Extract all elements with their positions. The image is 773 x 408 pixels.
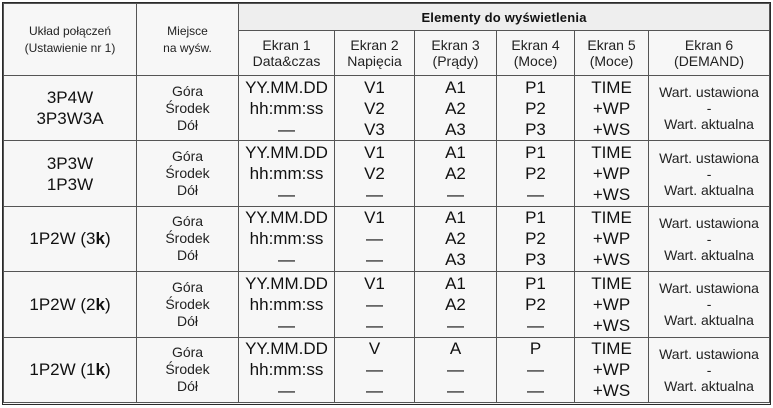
header-screen-3-line2: (Prądy) <box>432 53 479 69</box>
header-display-position <box>137 4 239 76</box>
screen-4-cell <box>497 141 575 206</box>
cell-middle: hh:mm:ss <box>249 360 324 380</box>
row-connection-label <box>4 141 137 206</box>
cell-middle: P2 <box>525 229 546 249</box>
cell-middle: +WP <box>592 98 631 118</box>
cell-top: A1 <box>445 273 466 293</box>
header-screen-6 <box>649 31 770 76</box>
cell-middle: — <box>366 229 383 249</box>
cell-middle: - <box>706 100 712 117</box>
position-bottom: Dół <box>176 378 198 395</box>
cell-middle: P2 <box>525 98 546 118</box>
cell-top: V <box>368 339 381 359</box>
cell-middle: V2 <box>364 164 385 184</box>
cell-bottom: Wart. aktualna <box>664 377 754 394</box>
header-screen-1-line1: Ekran 1 <box>262 37 311 53</box>
screen-2-cell <box>335 141 415 206</box>
row-label-prefix: 1P2W (1 <box>29 360 96 380</box>
cell-top: YY.MM.DD <box>245 273 328 293</box>
cell-top: V1 <box>364 143 385 163</box>
header-connection-system-line2: (Ustawienie nr 1) <box>24 40 116 55</box>
screen-3-cell <box>415 206 497 271</box>
cell-bottom: Wart. aktualna <box>664 312 754 329</box>
row-label-line1 <box>4 294 136 315</box>
position-bottom: Dół <box>176 312 198 329</box>
cell-top: V1 <box>364 208 385 228</box>
header-display-position-line1: Miejsce <box>167 23 208 38</box>
screen-6-cell <box>649 272 770 337</box>
header-screen-5-line2: (Moce) <box>589 53 634 69</box>
position-middle: Środek <box>165 295 210 312</box>
cell-bottom: — <box>447 381 464 401</box>
cell-top: Wart. ustawiona <box>659 280 759 297</box>
row-label-line1: 3P3W <box>46 153 94 173</box>
cell-middle: A2 <box>445 229 466 249</box>
header-connection-system <box>4 4 137 76</box>
row-connection-label <box>4 337 137 402</box>
row-label-suffix: ) <box>104 229 111 249</box>
cell-bottom: A3 <box>445 119 466 139</box>
screen-5-cell <box>575 206 649 271</box>
screen-5-cell <box>575 337 649 402</box>
row-label-line2: 3P3W3A <box>36 109 104 129</box>
row-label-prefix: 1P2W (3 <box>29 229 96 249</box>
header-screen-2-line1: Ekran 2 <box>350 37 399 53</box>
screen-1-cell <box>239 272 335 337</box>
cell-middle: +WP <box>592 360 631 380</box>
cell-top: Wart. ustawiona <box>659 149 759 166</box>
cell-bottom: — <box>366 185 383 205</box>
cell-bottom: Wart. aktualna <box>664 116 754 133</box>
cell-top: A1 <box>445 143 466 163</box>
display-elements-table-frame <box>2 2 771 405</box>
row-connection-label <box>4 272 137 337</box>
header-screen-4-line2: (Moce) <box>513 53 558 69</box>
row-label-line2: 1P3W <box>46 174 94 194</box>
header-screen-1 <box>239 31 335 76</box>
cell-top: P1 <box>525 208 546 228</box>
header-screen-4 <box>497 31 575 76</box>
cell-middle: V2 <box>364 98 385 118</box>
cell-bottom: — <box>527 185 544 205</box>
cell-middle: P2 <box>525 294 546 314</box>
cell-bottom: Wart. aktualna <box>664 181 754 198</box>
cell-middle: — <box>447 360 464 380</box>
cell-top: A1 <box>445 77 466 97</box>
cell-bottom: — <box>447 315 464 335</box>
cell-middle: — <box>527 360 544 380</box>
cell-middle: A2 <box>445 98 466 118</box>
screen-6-cell <box>649 337 770 402</box>
header-group-title: Elementy do wyświetlenia <box>239 4 770 31</box>
cell-bottom: — <box>527 381 544 401</box>
screen-4-cell <box>497 337 575 402</box>
cell-bottom: — <box>366 381 383 401</box>
position-top: Góra <box>171 278 204 295</box>
screen-6-cell <box>649 141 770 206</box>
table-row <box>4 272 770 337</box>
display-elements-table <box>3 3 770 403</box>
row-label-suffix: ) <box>104 294 111 314</box>
cell-top: Wart. ustawiona <box>659 345 759 362</box>
cell-middle: P2 <box>525 164 546 184</box>
screen-1-cell <box>239 141 335 206</box>
screen-3-cell <box>415 76 497 141</box>
cell-top: A <box>449 339 462 359</box>
header-screen-6-line1: Ekran 6 <box>684 37 734 53</box>
header-display-position-line2: na wyśw. <box>163 40 212 55</box>
position-top: Góra <box>171 82 204 99</box>
table-row <box>4 337 770 402</box>
screen-5-cell <box>575 141 649 206</box>
header-screen-3 <box>415 31 497 76</box>
cell-bottom: — <box>366 315 383 335</box>
cell-top: A1 <box>445 208 466 228</box>
cell-top: P1 <box>525 77 546 97</box>
table-row <box>4 141 770 206</box>
cell-top: TIME <box>591 77 632 97</box>
screen-2-cell <box>335 206 415 271</box>
cell-middle: +WP <box>592 164 631 184</box>
cell-middle: — <box>366 294 383 314</box>
cell-bottom: — <box>447 185 464 205</box>
screen-5-cell <box>575 76 649 141</box>
cell-top: TIME <box>591 143 632 163</box>
cell-top: P <box>529 339 542 359</box>
cell-middle: hh:mm:ss <box>249 164 324 184</box>
row-label-line1 <box>4 228 136 249</box>
cell-bottom: — <box>278 315 295 335</box>
row-positions <box>137 272 239 337</box>
position-middle: Środek <box>165 99 210 116</box>
position-bottom: Dół <box>176 247 198 264</box>
cell-bottom: +WS <box>592 119 631 139</box>
cell-top: YY.MM.DD <box>245 339 328 359</box>
cell-middle: - <box>706 165 712 182</box>
screen-1-cell <box>239 337 335 402</box>
cell-bottom: — <box>278 250 295 270</box>
row-label-suffix: ) <box>104 360 111 380</box>
cell-middle: - <box>706 361 712 378</box>
position-bottom: Dół <box>176 116 198 133</box>
cell-top: V1 <box>364 273 385 293</box>
screen-2-cell <box>335 337 415 402</box>
cell-bottom: P3 <box>525 119 546 139</box>
cell-top: P1 <box>525 143 546 163</box>
position-middle: Środek <box>165 361 210 378</box>
position-top: Góra <box>171 344 204 361</box>
screen-4-cell <box>497 272 575 337</box>
cell-top: TIME <box>591 339 632 359</box>
cell-middle: +WP <box>592 294 631 314</box>
cell-bottom: +WS <box>592 381 631 401</box>
cell-top: V1 <box>364 77 385 97</box>
cell-top: YY.MM.DD <box>245 143 328 163</box>
cell-top: TIME <box>591 273 632 293</box>
cell-bottom: — <box>278 185 295 205</box>
header-screen-3-line1: Ekran 3 <box>431 37 480 53</box>
screen-3-cell <box>415 337 497 402</box>
row-connection-label <box>4 206 137 271</box>
row-positions <box>137 337 239 402</box>
cell-middle: A2 <box>445 294 466 314</box>
row-label-line1: 3P4W <box>46 88 94 108</box>
cell-middle: — <box>366 360 383 380</box>
screen-6-cell <box>649 76 770 141</box>
header-screen-2-line2: Napięcia <box>347 53 402 69</box>
cell-bottom: Wart. aktualna <box>664 246 754 263</box>
cell-middle: - <box>706 296 712 313</box>
screen-2-cell <box>335 272 415 337</box>
header-screen-5-line1: Ekran 5 <box>587 37 636 53</box>
row-label-line1 <box>4 359 136 380</box>
position-top: Góra <box>171 213 204 230</box>
row-positions <box>137 76 239 141</box>
header-screen-4-line1: Ekran 4 <box>511 37 560 53</box>
cell-top: TIME <box>591 208 632 228</box>
position-top: Góra <box>171 148 204 165</box>
cell-bottom: +WS <box>592 250 631 270</box>
row-positions <box>137 206 239 271</box>
header-screen-6-line2: (DEMAND) <box>674 53 745 69</box>
screen-1-cell <box>239 76 335 141</box>
cell-middle: hh:mm:ss <box>249 294 324 314</box>
row-label-k: k <box>95 360 105 380</box>
screen-6-cell <box>649 206 770 271</box>
header-row-top <box>4 4 770 31</box>
cell-middle: hh:mm:ss <box>249 229 324 249</box>
row-label-k: k <box>95 294 105 314</box>
cell-bottom: — <box>278 381 295 401</box>
row-connection-label <box>4 76 137 141</box>
table-row <box>4 76 770 141</box>
header-connection-system-line1: Układ połączeń <box>28 23 112 38</box>
header-screen-2 <box>335 31 415 76</box>
cell-bottom: P3 <box>525 250 546 270</box>
row-label-k: k <box>95 229 105 249</box>
cell-bottom: +WS <box>592 185 631 205</box>
row-label-prefix: 1P2W (2 <box>29 294 96 314</box>
cell-middle: +WP <box>592 229 631 249</box>
screen-4-cell <box>497 76 575 141</box>
screen-2-cell <box>335 76 415 141</box>
table-row <box>4 206 770 271</box>
screen-4-cell <box>497 206 575 271</box>
cell-top: Wart. ustawiona <box>659 84 759 101</box>
cell-middle: hh:mm:ss <box>249 98 324 118</box>
screen-3-cell <box>415 141 497 206</box>
cell-bottom: — <box>278 119 295 139</box>
cell-middle: A2 <box>445 164 466 184</box>
header-screen-1-line2: Data&czas <box>252 53 321 69</box>
cell-bottom: A3 <box>445 250 466 270</box>
cell-top: YY.MM.DD <box>245 208 328 228</box>
cell-top: Wart. ustawiona <box>659 214 759 231</box>
cell-bottom: — <box>527 315 544 335</box>
cell-middle: - <box>706 230 712 247</box>
screen-3-cell <box>415 272 497 337</box>
position-middle: Środek <box>165 165 210 182</box>
header-screen-5 <box>575 31 649 76</box>
position-middle: Środek <box>165 230 210 247</box>
row-positions <box>137 141 239 206</box>
cell-bottom: +WS <box>592 315 631 335</box>
cell-bottom: V3 <box>364 119 385 139</box>
screen-5-cell <box>575 272 649 337</box>
cell-bottom: — <box>366 250 383 270</box>
screen-1-cell <box>239 206 335 271</box>
cell-top: P1 <box>525 273 546 293</box>
cell-top: YY.MM.DD <box>245 77 328 97</box>
position-bottom: Dół <box>176 182 198 199</box>
